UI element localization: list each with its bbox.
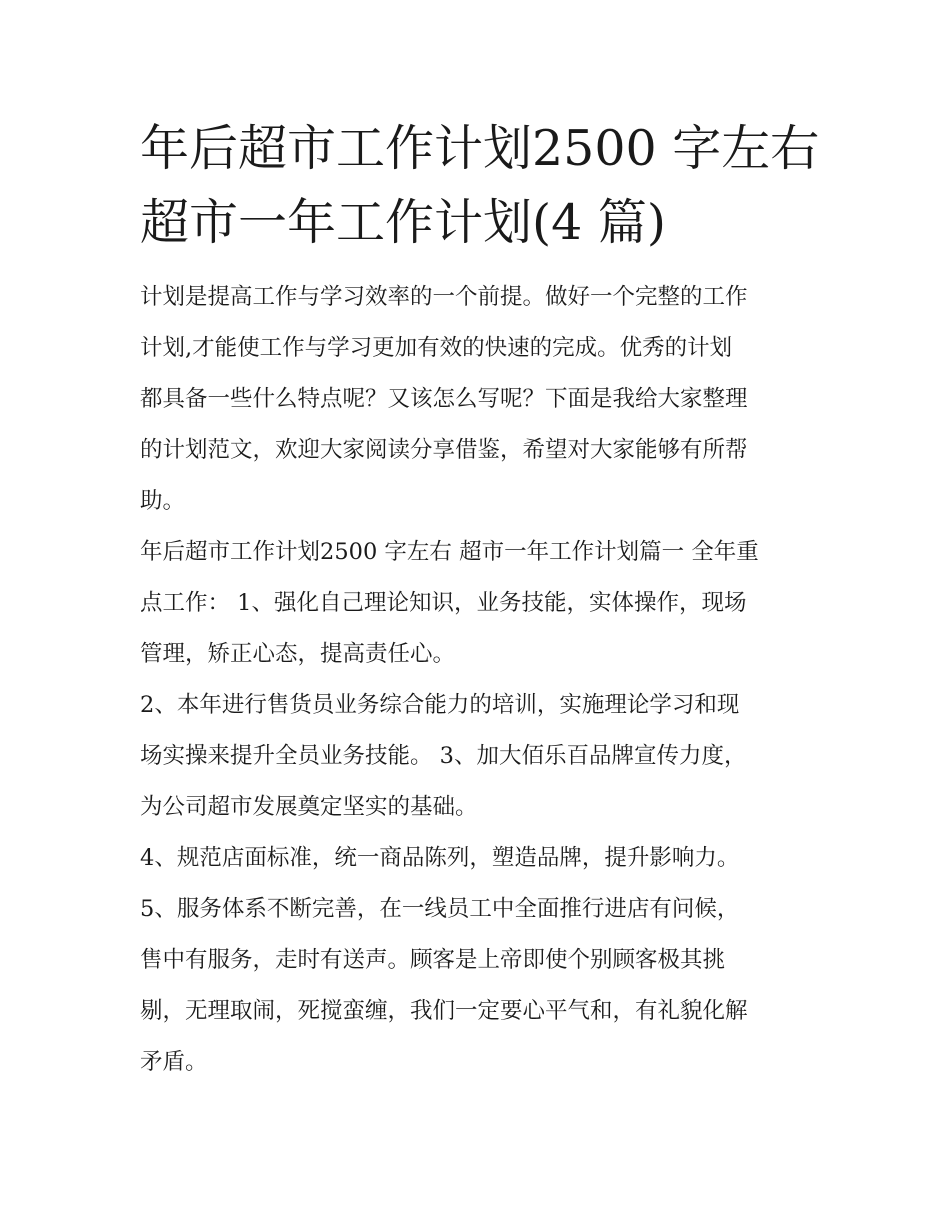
text-line: 年后超市工作计划2500 字左右 超市一年工作计划篇一 全年重 — [140, 539, 759, 565]
text-line: 4、规范店面标准，统一商品陈列，塑造品牌，提升影响力。 — [140, 845, 740, 871]
text-line: 5、服务体系不断完善，在一线员工中全面推行进店有问候， — [140, 896, 740, 922]
text-line: 矛盾。 — [140, 1049, 208, 1075]
text-line: 计划,才能使工作与学习更加有效的快速的完成。优秀的计划 — [140, 335, 733, 361]
body-paragraph — [140, 884, 812, 1088]
text-line: 售中有服务，走时有送声。顾客是上帝即使个别顾客极其挑 — [140, 947, 726, 973]
document-title — [140, 112, 820, 260]
text-line: 2、本年进行售货员业务综合能力的培训，实施理论学习和现 — [140, 692, 740, 718]
text-line: 的计划范文，欢迎大家阅读分享借鉴，希望对大家能够有所帮 — [140, 437, 748, 463]
document-body — [140, 112, 820, 1088]
text-line: 剔，无理取闹，死搅蛮缠，我们一定要心平气和，有礼貌化解 — [140, 998, 748, 1024]
body-paragraph — [140, 680, 812, 833]
text-line: 为公司超市发展奠定坚实的基础。 — [140, 794, 478, 820]
text-line: 助。 — [140, 488, 186, 514]
text-line: 都具备一些什么特点呢？又该怎么写呢？下面是我给大家整理 — [140, 386, 748, 412]
text-line: 计划是提高工作与学习效率的一个前提。做好一个完整的工作 — [140, 284, 748, 310]
text-line: 点工作： 1、强化自己理论知识，业务技能，实体操作，现场 — [140, 590, 747, 616]
body-paragraph — [140, 527, 812, 680]
text-line: 场实操来提升全员业务技能。 3、加大佰乐百品牌宣传力度， — [140, 743, 747, 769]
title-line: 超市一年工作计划(4 篇) — [140, 194, 666, 251]
text-line: 管理，矫正心态，提高责任心。 — [140, 641, 456, 667]
body-paragraph — [140, 833, 812, 884]
title-line: 年后超市工作计划2500 字左右 — [140, 120, 820, 177]
intro-paragraph — [140, 272, 812, 527]
